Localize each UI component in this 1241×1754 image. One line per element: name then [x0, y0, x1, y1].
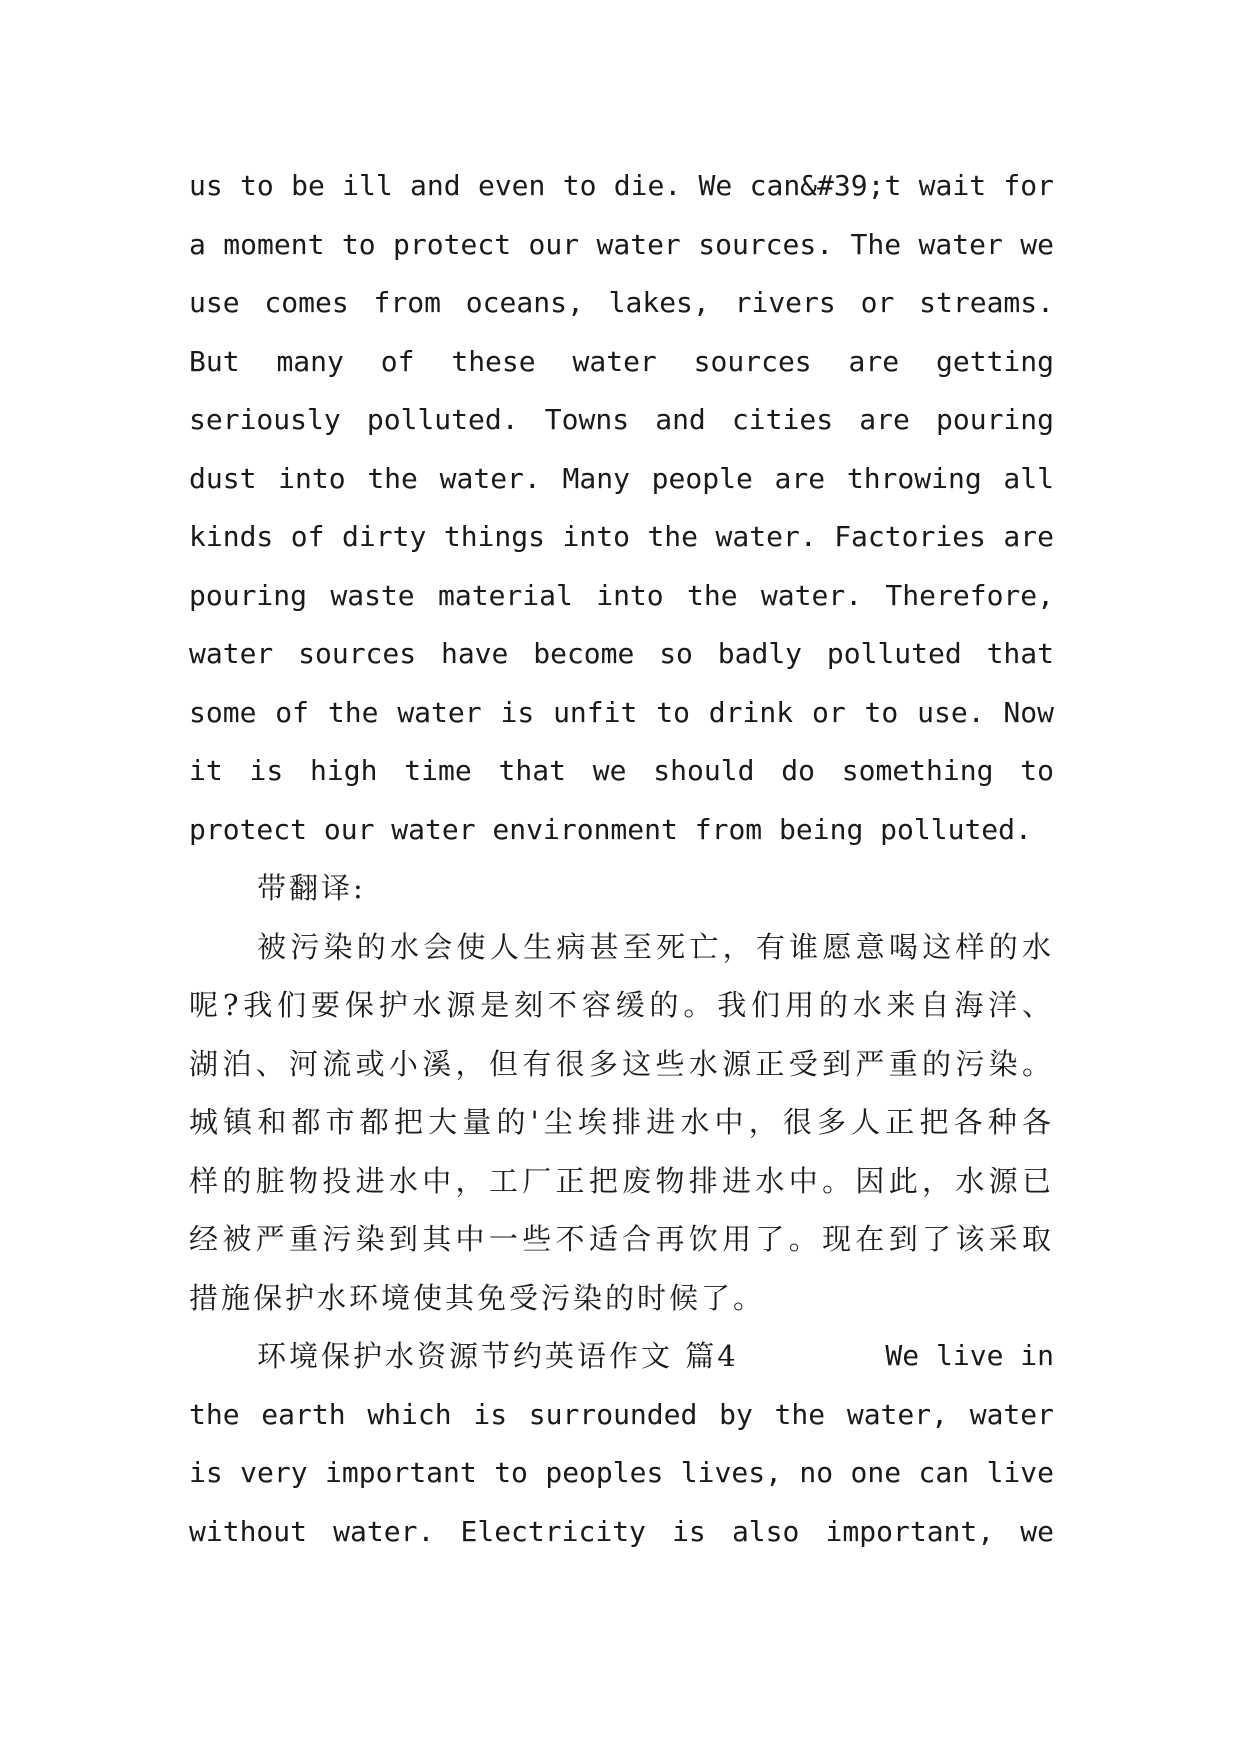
english-paragraph-2: [189, 1386, 1054, 1562]
text-line: is very important to peoples lives, no one can live: [189, 1456, 1054, 1489]
text-line: 呢?我们要保护水源是刻不容缓的。我们用的水来自海洋、: [189, 988, 1054, 1022]
text-line: water sources have become so badly polluted that: [189, 637, 1054, 670]
text-line: use comes from oceans, lakes, rivers or streams.: [189, 286, 1054, 319]
document-body: [189, 157, 1054, 1561]
text-line: kinds of dirty things into the water. Factories are: [189, 520, 1054, 553]
text-line: some of the water is unfit to drink or to use. Now: [189, 695, 1054, 729]
translation-label: 带翻译:: [257, 871, 366, 905]
text-line: But many of these water sources are getting: [189, 344, 1054, 378]
text-line: seriously polluted. Towns and cities are pouring: [189, 403, 1054, 436]
text-line: protect our water environment from being polluted.: [189, 812, 1032, 846]
text-line: dust into the water. Many people are throwing all: [189, 461, 1054, 495]
text-line: pouring waste material into the water. Therefore,: [189, 578, 1054, 612]
section-heading-line: [189, 1327, 1054, 1386]
section-start-text: We live in: [885, 1339, 1054, 1372]
section-heading: 环境保护水资源节约英语作文 篇4: [257, 1339, 739, 1373]
english-paragraph: [189, 157, 1054, 859]
text-line: 措施保护水环境使其免受污染的时候了。: [189, 1280, 766, 1315]
text-line: 城镇和都市都把大量的'尘埃排进水中，很多人正把各种各: [189, 1105, 1054, 1139]
text-line: us to be ill and even to die. We can&#39;t wait for: [189, 169, 1054, 202]
text-line: 湖泊、河流或小溪，但有很多这些水源正受到严重的污染。: [189, 1046, 1054, 1081]
text-line: it is high time that we should do something to: [189, 754, 1054, 787]
text-line: the earth which is surrounded by the water, water: [189, 1397, 1054, 1431]
text-line: a moment to protect our water sources. The water we: [189, 227, 1054, 261]
text-line: without water. Electricity is also important, we: [189, 1514, 1054, 1548]
text-line: 样的脏物投进水中，工厂正把废物排进水中。因此，水源已: [189, 1163, 1054, 1198]
chinese-paragraph: [189, 918, 1054, 1328]
text-line: 被污染的水会使人生病甚至死亡，有谁愿意喝这样的水: [257, 929, 1054, 964]
text-line: 经被严重污染到其中一些不适合再饮用了。现在到了该采取: [189, 1222, 1054, 1256]
